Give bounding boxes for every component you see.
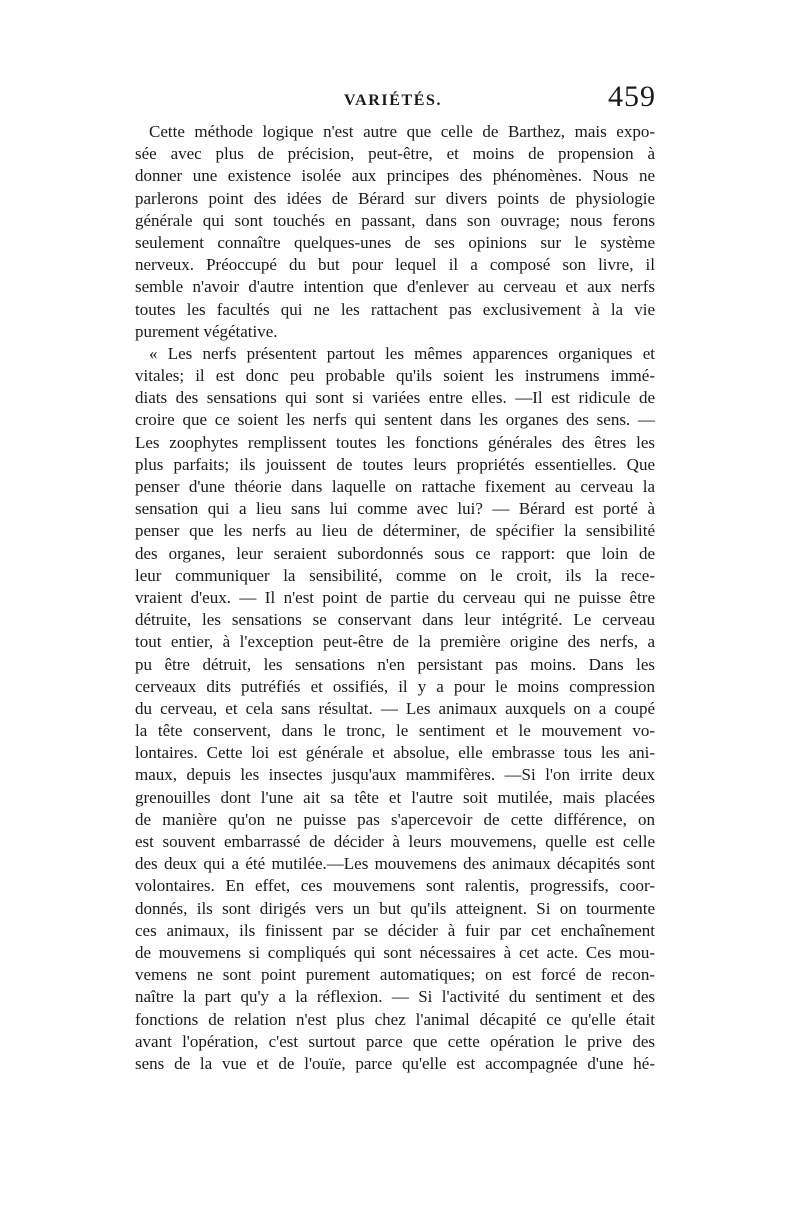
text-line: sée avec plus de précision, peut-être, et moins de propension à (135, 144, 655, 164)
text-line: vitales; il est donc peu probable qu'ils soient les instrumens immé- (135, 366, 655, 386)
text-line: penser que les nerfs au lieu de déterminer, de spécifier la sensibilité (135, 521, 655, 541)
text-line: parlerons point des idées de Bérard sur divers points de physiologie (135, 188, 655, 208)
text-line: donner une existence isolée aux principes des phénomènes. Nous ne (135, 166, 655, 186)
text-line: des deux qui a été mutilée.—Les mouvemens des animaux décapités sont (135, 854, 655, 874)
text-line: diats des sensations qui sont si variées entre elles. —Il est ridicule de (135, 388, 655, 408)
text-line: sensation qui a lieu sans lui comme avec lui? — Bérard est porté à (135, 499, 655, 519)
text-line: plus parfaits; ils jouissent de toutes leurs propriétés essentielles. Que (135, 454, 655, 474)
text-line: purement végétative. (135, 321, 278, 341)
text-line: naître la part qu'y a la réflexion. — Si l'activité du sentiment et des (135, 987, 655, 1007)
running-head: VARIÉTÉS. (344, 92, 443, 109)
text-line: cerveaux dits putréfiés et ossifiés, il y a pour le moins compression (135, 676, 655, 696)
text-line: « Les nerfs présentent partout les mêmes apparences organiques et (149, 343, 655, 363)
text-line: semble n'avoir d'autre intention que d'enlever au cerveau et aux nerfs (135, 277, 655, 297)
text-line: Les zoophytes remplissent toutes les fonctions générales des êtres les (135, 432, 655, 452)
text-line: lontaires. Cette loi est générale et absolue, elle embrasse tous les ani- (135, 743, 655, 763)
text-line: détruite, les sensations se conservant dans leur intégrité. Le cerveau (135, 610, 655, 630)
text-line: donnés, ils sont dirigés vers un but qu'ils atteignent. Si on tourmente (135, 898, 655, 918)
text-line: nerveux. Préoccupé du but pour lequel il a composé son livre, il (135, 255, 655, 275)
text-line: générale qui sont touchés en passant, dans son ouvrage; nous ferons (135, 210, 655, 230)
text-line: avant l'opération, c'est surtout parce que cette opération le prive des (135, 1031, 655, 1051)
text-line: vraient d'eux. — Il n'est point de partie du cerveau qui ne puisse être (135, 587, 655, 607)
text-line: fonctions de relation n'est plus chez l'animal décapité ce qu'elle était (135, 1009, 655, 1029)
text-line: de manière qu'on ne puisse pas s'apercevoir de cette différence, on (135, 809, 655, 829)
text-line: vemens ne sont point purement automatiques; on est forcé de recon- (135, 965, 655, 985)
text-line: pu être détruit, les sensations n'en persistant pas moins. Dans les (135, 654, 655, 674)
body-text (135, 121, 655, 1075)
text-line: volontaires. En effet, ces mouvemens sont ralentis, progressifs, coor- (135, 876, 655, 896)
text-line: croire que ce soient les nerfs qui sentent dans les organes des sens. — (135, 410, 655, 430)
text-line: seulement connaître quelques-unes de ses opinions sur le système (135, 232, 655, 252)
text-line: ces animaux, ils finissent par se décider à fuir par cet enchaînement (135, 920, 655, 940)
text-line: leur communiquer la sensibilité, comme on le croit, ils la rece- (135, 565, 655, 585)
text-line: Cette méthode logique n'est autre que celle de Barthez, mais expo- (149, 122, 655, 141)
page-number: 459 (608, 80, 656, 113)
text-line: grenouilles dont l'une ait sa tête et l'autre soit mutilée, mais placées (135, 787, 655, 807)
text-line: des organes, leur seraient subordonnés sous ce rapport: que loin de (135, 543, 655, 563)
text-line: maux, depuis les insectes jusqu'aux mammifères. —Si l'on irrite deux (135, 765, 655, 785)
text-line: penser d'une théorie dans laquelle on rattache fixement au cerveau la (135, 477, 655, 496)
text-line: est souvent embarrassé de décider à leurs mouvemens, quelle est celle (135, 832, 655, 851)
text-line: tout entier, à l'exception peut-être de la première origine des nerfs, a (135, 632, 655, 652)
text-line: sens de la vue et de l'ouïe, parce qu'elle est accompagnée d'une hé- (135, 1053, 655, 1073)
text-line: toutes les facultés qui ne les rattachent pas exclusivement à la vie (135, 299, 655, 319)
text-line: de mouvemens si compliqués qui sont nécessaires à cet acte. Ces mou- (135, 942, 655, 962)
text-line: la tête conservent, dans le tronc, le sentiment et le mouvement vo- (135, 721, 655, 741)
text-line: du cerveau, et cela sans résultat. — Les animaux auxquels on a coupé (135, 698, 655, 718)
